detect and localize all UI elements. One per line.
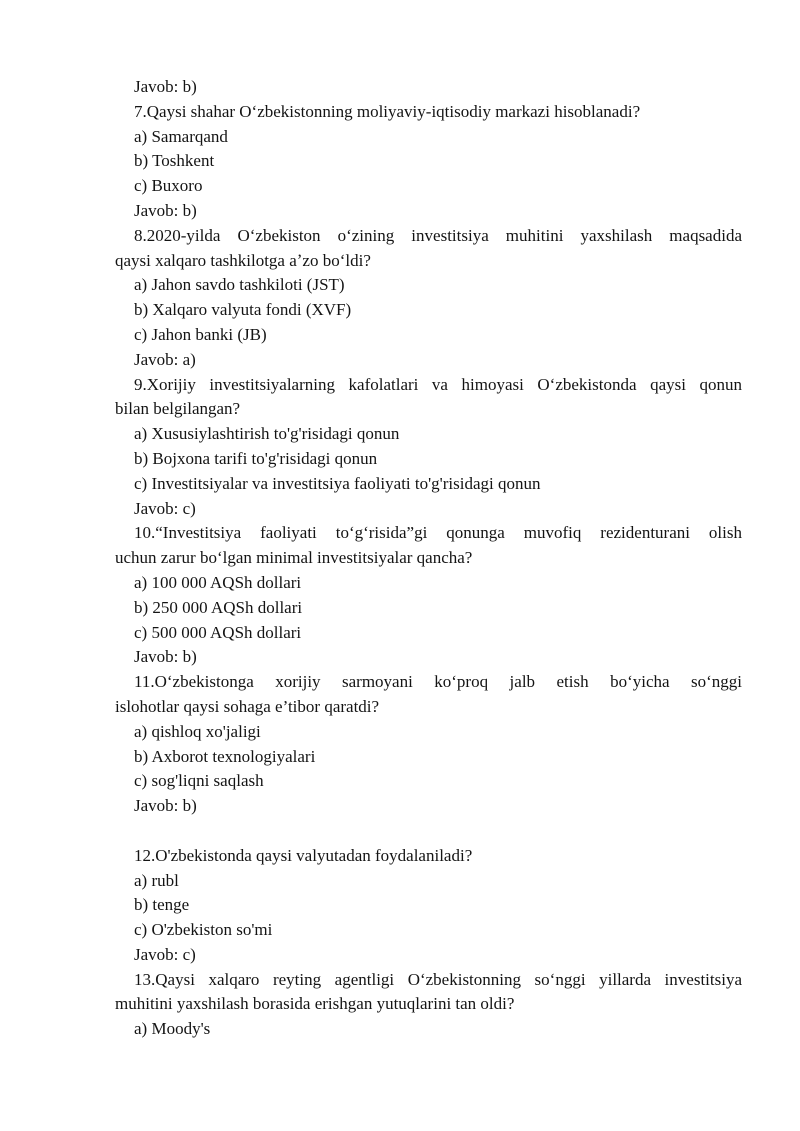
option-line: b) Toshkent [134, 151, 215, 171]
option-line: a) Xususiylashtirish to'g'risidagi qonun [134, 424, 400, 444]
option-line: c) Buxoro [134, 176, 203, 196]
option-line: a) Samarqand [134, 126, 228, 146]
question-continuation-line: bilan belgilangan? [115, 399, 241, 419]
answer-line: Javob: c) [134, 944, 196, 964]
answer-line: Javob: b) [134, 647, 197, 667]
question-line: 11.O‘zbekistonga xorijiy sarmoyani ko‘proq jalb etish bo‘yicha so‘nggi [134, 672, 742, 692]
option-line: b) Bojxona tarifi to'g'risidagi qonun [134, 448, 378, 468]
option-line: a) Moody's [134, 1019, 211, 1039]
option-line: c) O'zbekiston so'mi [134, 920, 273, 940]
option-line: b) Axborot texnologiyalari [134, 746, 316, 766]
document-page [115, 75, 742, 1042]
question-line: 9.Xorijiy investitsiyalarning kafolatlari va himoyasi O‘zbekistonda qaysi qonun [134, 374, 742, 394]
option-line: a) rubl [134, 870, 179, 890]
answer-line: Javob: b) [134, 77, 197, 96]
option-line: a) Jahon savdo tashkiloti (JST) [134, 275, 345, 295]
answer-line: Javob: a) [134, 349, 196, 369]
option-line: a) 100 000 AQSh dollari [134, 572, 302, 592]
option-line: c) 500 000 AQSh dollari [134, 622, 302, 642]
answer-line: Javob: b) [134, 200, 197, 220]
option-line: c) Investitsiyalar va investitsiya faoliyati to'g'risidagi qonun [134, 473, 541, 493]
question-line: 10.“Investitsiya faoliyati to‘g‘risida”gi qonunga muvofiq rezidenturani olish [134, 523, 742, 543]
question-line: 13.Qaysi xalqaro reyting agentligi O‘zbekistonning so‘nggi yillarda investitsiya [134, 969, 742, 989]
question-line: 7.Qaysi shahar O‘zbekistonning moliyaviy-iqtisodiy markazi hisoblanadi? [134, 101, 641, 121]
option-line: b) Xalqaro valyuta fondi (XVF) [134, 300, 352, 320]
question-continuation-line: islohotlar qaysi sohaga e’tibor qaratdi? [115, 696, 380, 716]
question-continuation-line: uchun zarur bo‘lgan minimal investitsiyalar qancha? [115, 548, 473, 568]
question-line: 12.O'zbekistonda qaysi valyutadan foydalaniladi? [134, 845, 473, 865]
answer-line: Javob: c) [134, 498, 196, 518]
answer-line: Javob: b) [134, 796, 197, 816]
option-line: a) qishloq xo'jaligi [134, 721, 261, 741]
question-line: 8.2020-yilda O‘zbekiston o‘zining investitsiya muhitini yaxshilash maqsadida [134, 225, 742, 245]
question-continuation-line: muhitini yaxshilash borasida erishgan yutuqlarini tan oldi? [115, 994, 515, 1014]
question-continuation-line: qaysi xalqaro tashkilotga aʼzo bo‘ldi? [115, 250, 371, 270]
option-line: b) tenge [134, 895, 190, 915]
blank-line [115, 819, 742, 844]
option-line: c) Jahon banki (JB) [134, 324, 267, 344]
option-line: c) sog'liqni saqlash [134, 771, 264, 791]
option-line: b) 250 000 AQSh dollari [134, 597, 303, 617]
